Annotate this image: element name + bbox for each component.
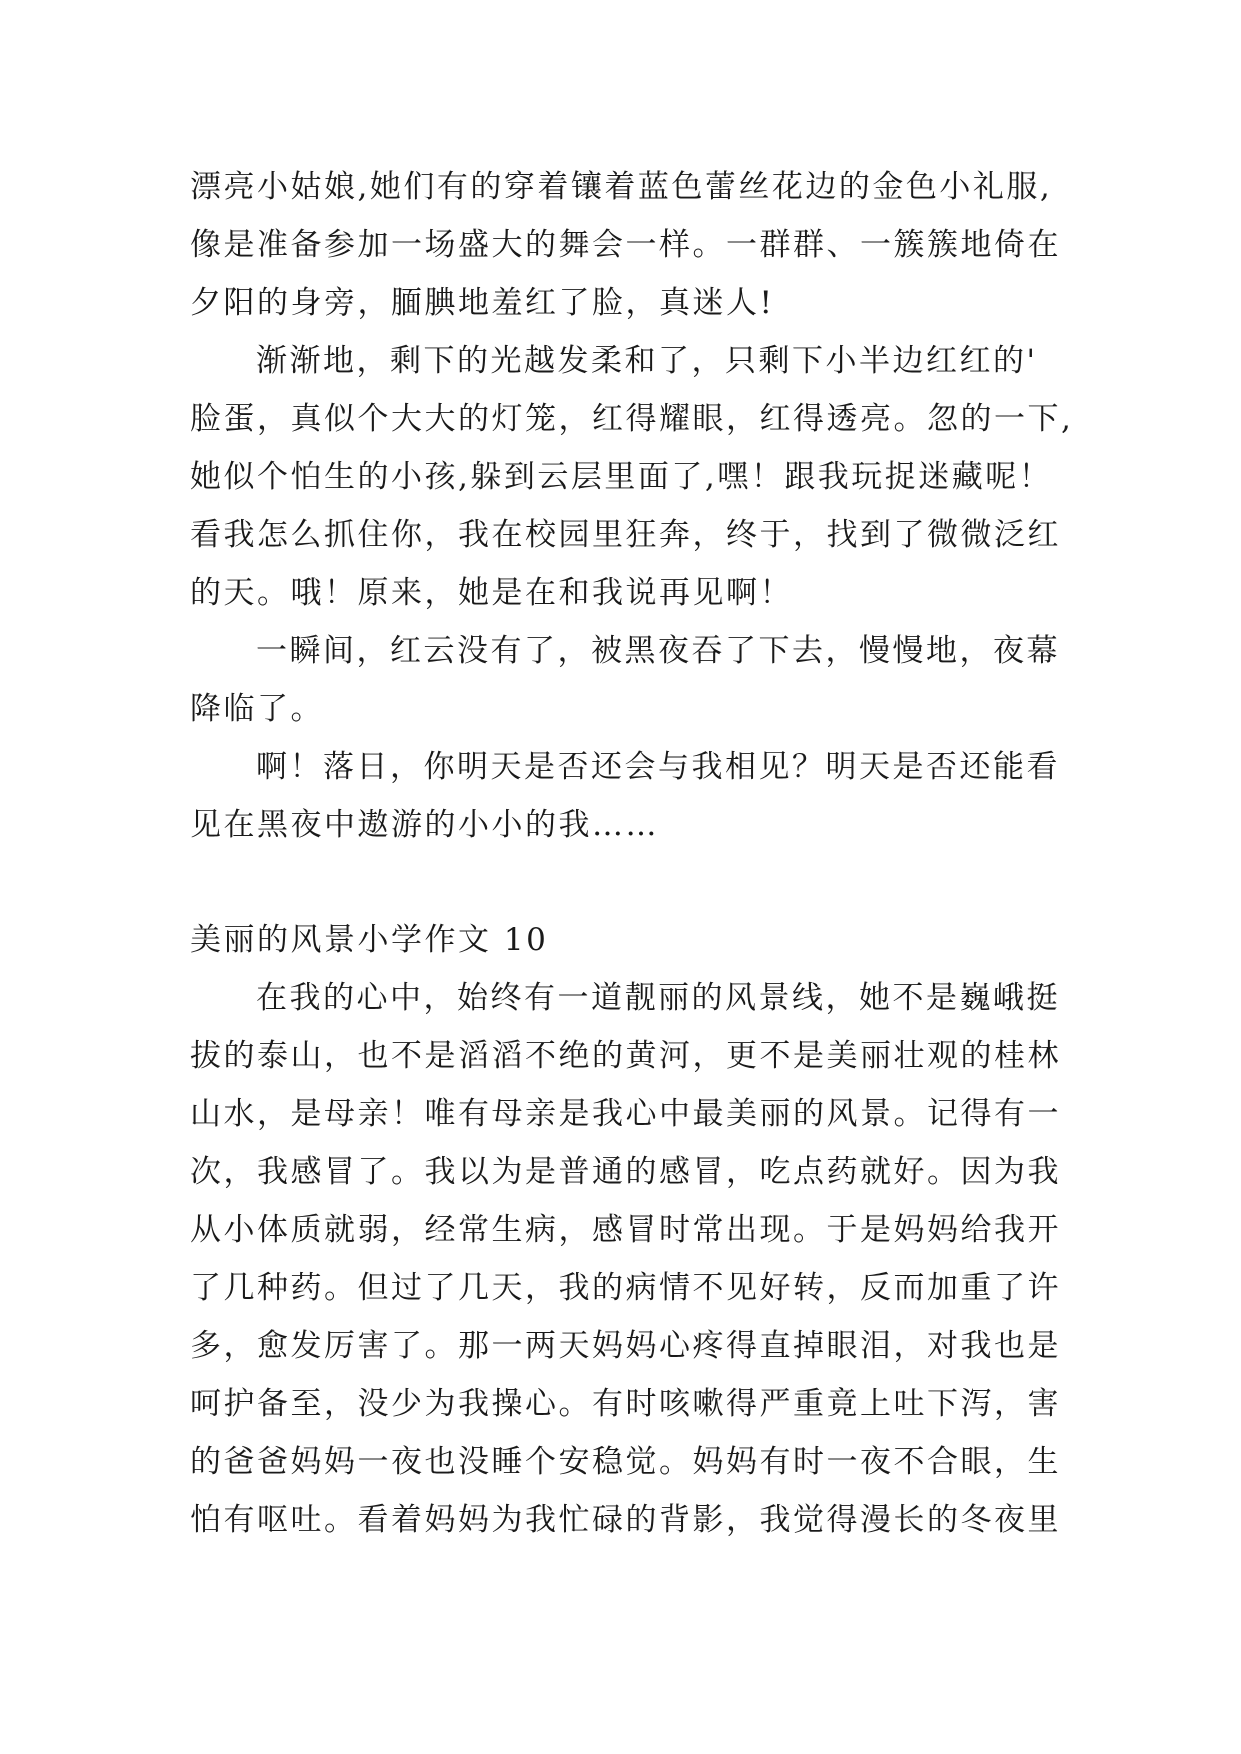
text-line: 漂亮小姑娘,她们有的穿着镶着蓝色蕾丝花边的金色小礼服, bbox=[190, 169, 1053, 205]
text-line: 见在黑夜中遨游的小小的我…… bbox=[190, 807, 659, 843]
text-line: 脸蛋，真似个大大的灯笼，红得耀眼，红得透亮。忽的一下, bbox=[190, 401, 1074, 437]
text-line: 的天。哦！原来，她是在和我说再见啊！ bbox=[190, 575, 793, 611]
text-line: 呵护备至，没少为我操心。有时咳嗽得严重竟上吐下泻，害 bbox=[190, 1386, 1061, 1422]
paragraph-start-line: 在我的心中，始终有一道靓丽的风景线，她不是巍峨挺 bbox=[256, 980, 1060, 1016]
text-line: 次，我感冒了。我以为是普通的感冒，吃点药就好。因为我 bbox=[190, 1154, 1061, 1190]
text-line: 她似个怕生的小孩,躲到云层里面了,嘿！跟我玩捉迷藏呢！ bbox=[190, 459, 1053, 495]
text-line: 怕有呕吐。看着妈妈为我忙碌的背影，我觉得漫长的冬夜里 bbox=[190, 1502, 1061, 1538]
text-line: 像是准备参加一场盛大的舞会一样。一群群、一簇簇地倚在 bbox=[190, 227, 1061, 263]
paragraph-start-line: 一瞬间，红云没有了，被黑夜吞了下去，慢慢地，夜幕 bbox=[256, 633, 1060, 669]
text-line: 拔的泰山，也不是滔滔不绝的黄河，更不是美丽壮观的桂林 bbox=[190, 1038, 1061, 1074]
text-line: 多，愈发厉害了。那一两天妈妈心疼得直掉眼泪，对我也是 bbox=[190, 1328, 1061, 1364]
section-heading: 美丽的风景小学作文 10 bbox=[190, 922, 549, 958]
text-line: 的爸爸妈妈一夜也没睡个安稳觉。妈妈有时一夜不合眼，生 bbox=[190, 1444, 1061, 1480]
text-line: 看我怎么抓住你，我在校园里狂奔，终于，找到了微微泛红 bbox=[190, 517, 1061, 553]
text-line: 从小体质就弱，经常生病，感冒时常出现。于是妈妈给我开 bbox=[190, 1212, 1061, 1248]
text-line: 山水，是母亲！唯有母亲是我心中最美丽的风景。记得有一 bbox=[190, 1096, 1061, 1132]
paragraph-start-line: 啊！落日，你明天是否还会与我相见？明天是否还能看 bbox=[256, 749, 1060, 785]
text-line: 降临了。 bbox=[190, 691, 324, 727]
text-line: 夕阳的身旁，腼腆地羞红了脸，真迷人! bbox=[190, 285, 775, 321]
text-line: 了几种药。但过了几天，我的病情不见好转，反而加重了许 bbox=[190, 1270, 1061, 1306]
paragraph-start-line: 渐渐地，剩下的光越发柔和了，只剩下小半边红红的' bbox=[256, 343, 1038, 379]
